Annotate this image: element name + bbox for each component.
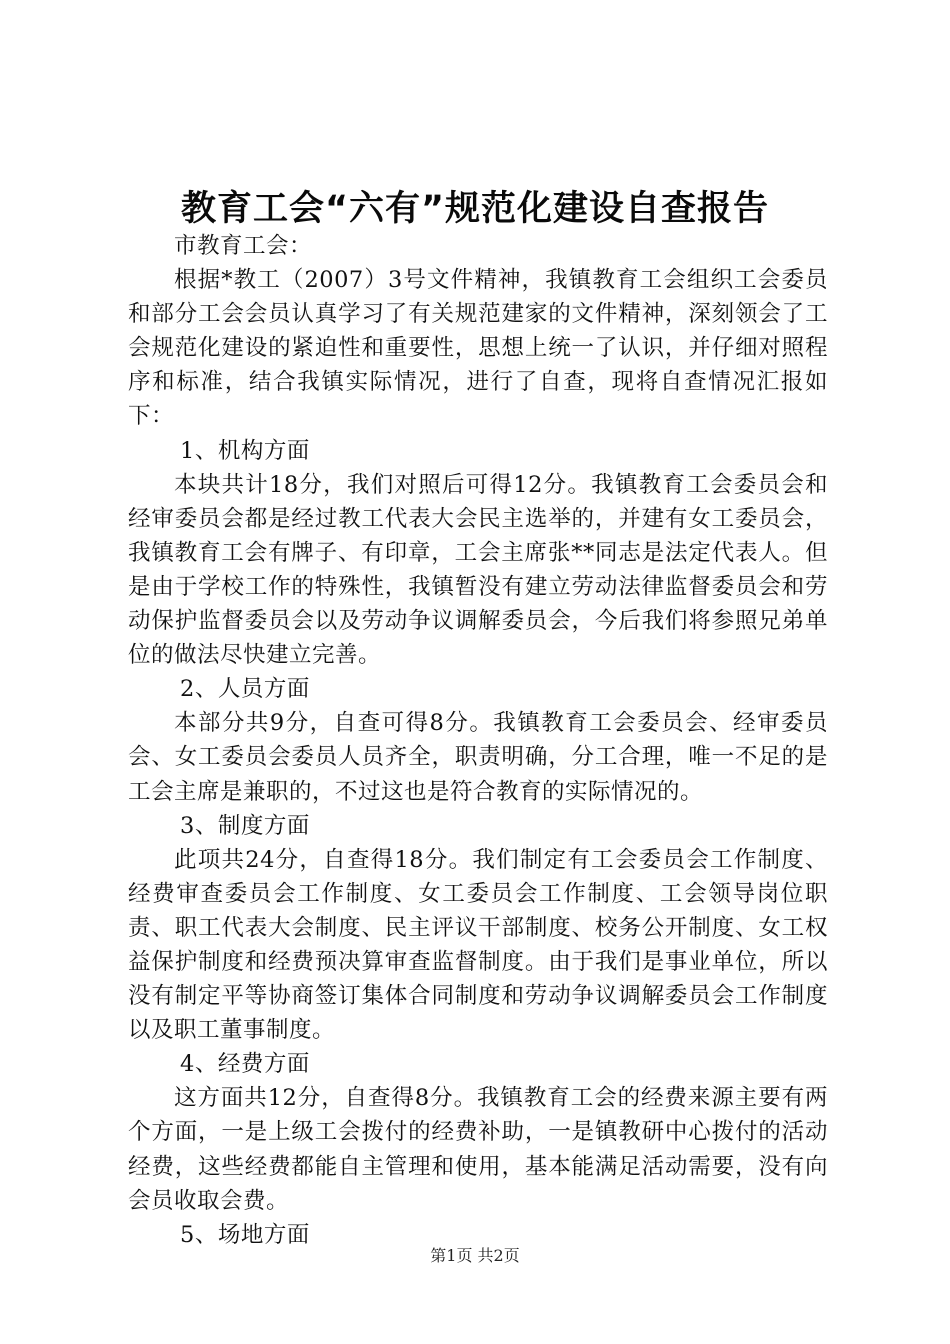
section-heading-system: 3、制度方面 <box>180 812 310 839</box>
section-heading-funds: 4、经费方面 <box>180 1051 310 1078</box>
section-text-funds: 这方面共12分，自查得8分。我镇教育工会的经费来源主要有两个方面，一是上级工会拨付的经费补助，一是镇教研中心拨付的活动经费，这些经费都能自主管理和使用，基本能满足活动需要，没有向会员收取会费。 <box>128 1085 828 1214</box>
section-heading-organization: 1、机构方面 <box>180 437 310 464</box>
salutation: 市教育工会： <box>174 233 313 259</box>
document-body <box>128 229 828 1252</box>
section-heading-venue: 5、场地方面 <box>180 1221 310 1248</box>
section-heading-personnel: 2、人员方面 <box>180 676 310 703</box>
intro-paragraph: 根据*教工（2007）3号文件精神，我镇教育工会组织工会委员和部分工会会员认真学习了有关规范建家的文件精神，深刻领会了工会规范化建设的紧迫性和重要性，思想上统一了认识，并仔细对照程序和标准，结合我镇实际情况，进行了自查，现将自查情况汇报如下： <box>128 267 828 430</box>
section-text-personnel: 本部分共9分，自查可得8分。我镇教育工会委员会、经审委员会、女工委员会委员人员齐全，职责明确，分工合理，唯一不足的是工会主席是兼职的，不过这也是符合教育的实际情况的。 <box>128 710 828 805</box>
section-text-system: 此项共24分，自查得18分。我们制定有工会委员会工作制度、经费审查委员会工作制度、女工委员会工作制度、工会领导岗位职责、职工代表大会制度、民主评议干部制度、校务公开制度、女工权益保护制度和经费预决算审查监督制度。由于我们是事业单位，所以没有制定平等协商签订集体合同制度和劳动争议调解委员会工作制度以及职工董事制度。 <box>128 846 828 1044</box>
section-text-organization: 本块共计18分，我们对照后可得12分。我镇教育工会委员会和经审委员会都是经过教工代表大会民主选举的，并建有女工委员会，我镇教育工会有牌子、有印章，工会主席张**同志是法定代表人。但是由于学校工作的特殊性，我镇暂没有建立劳动法律监督委员会和劳动保护监督委员会以及劳动争议调解委员会，今后我们将参照兄弟单位的做法尽快建立完善。 <box>128 471 828 669</box>
document-title: 教育工会“六有”规范化建设自查报告 <box>180 189 769 229</box>
page-footer: 第1页 共2页 <box>430 1246 520 1265</box>
